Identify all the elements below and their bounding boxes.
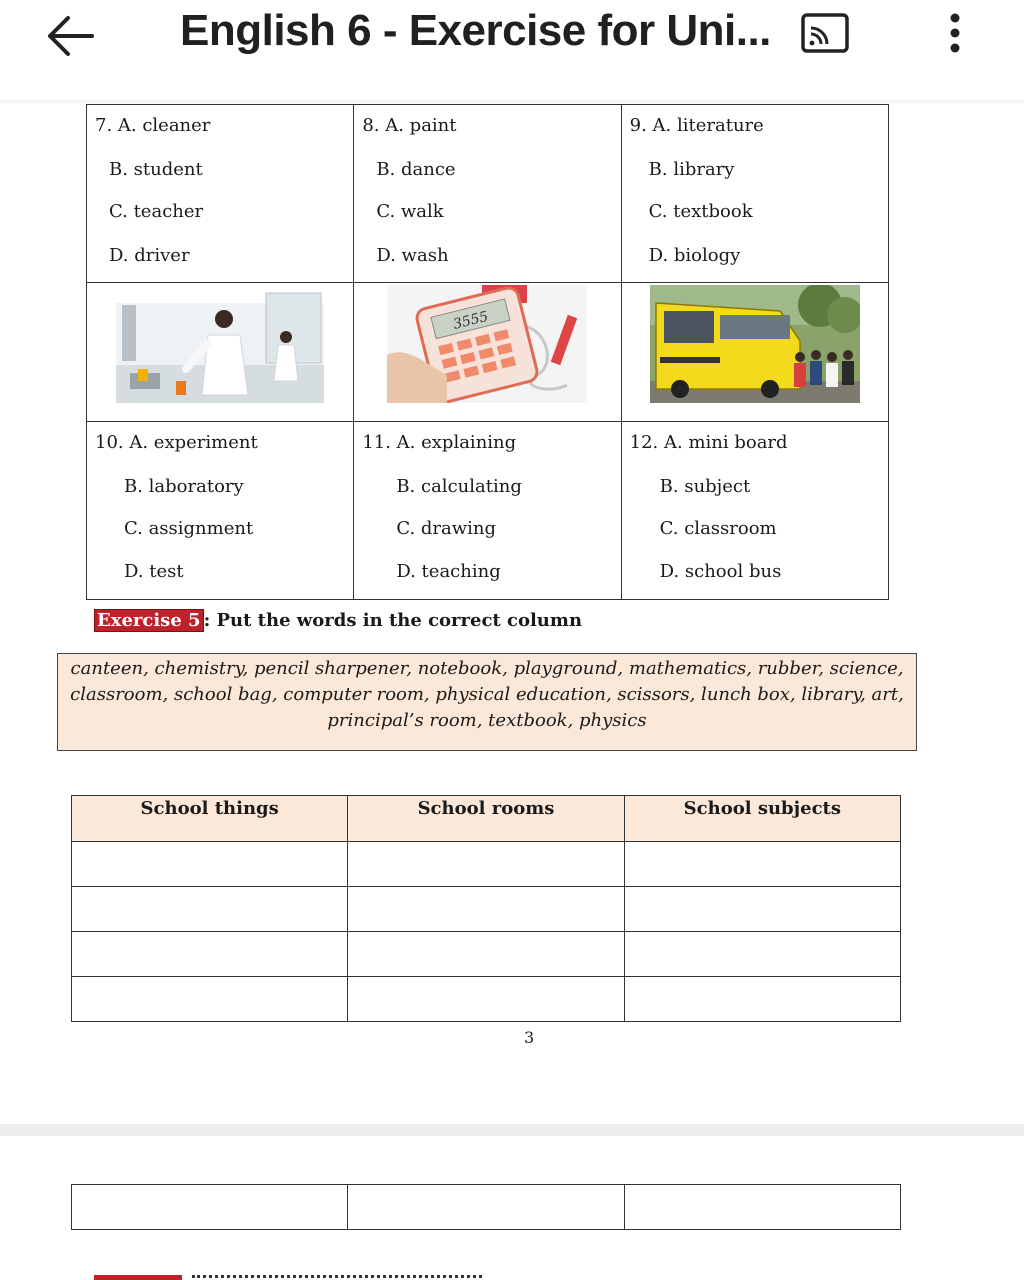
table-cell <box>624 977 900 1022</box>
word-bank <box>57 653 917 751</box>
option-d: D. test <box>124 561 184 582</box>
table-cell <box>624 842 900 887</box>
option-b: B. student <box>109 159 203 180</box>
column-header: School things <box>72 796 348 842</box>
laboratory-image <box>116 285 324 403</box>
question-8 <box>354 105 621 283</box>
image-laboratory <box>87 283 354 422</box>
exercise-5-heading <box>94 610 582 631</box>
option-d: D. teaching <box>396 561 501 582</box>
option-b: B. subject <box>659 476 751 497</box>
table-row <box>72 842 901 887</box>
question-7 <box>87 105 354 283</box>
calculator-display: 3555 <box>452 308 491 333</box>
option-a: 12. A. mini board <box>629 432 788 453</box>
option-a: 11. A. explaining <box>362 432 517 453</box>
option-b: B. laboratory <box>124 476 244 497</box>
table-row <box>72 932 901 977</box>
option-a: 10. A. experiment <box>95 432 258 453</box>
table-cell <box>72 842 348 887</box>
cast-icon[interactable] <box>800 12 850 54</box>
next-heading-clipped <box>94 1270 514 1280</box>
question-11 <box>354 422 621 600</box>
page-number: 3 <box>524 1028 535 1047</box>
option-d: D. school bus <box>659 561 782 582</box>
calculator-image <box>387 285 587 403</box>
document-page <box>0 104 1024 1124</box>
next-page <box>0 1136 1024 1280</box>
table-cell <box>624 1185 900 1230</box>
table-cell <box>72 1185 348 1230</box>
option-b: B. dance <box>376 159 456 180</box>
table-cell <box>624 887 900 932</box>
option-b: B. library <box>648 159 735 180</box>
table-cell <box>348 932 624 977</box>
option-d: D. biology <box>648 245 741 266</box>
question-9 <box>621 105 888 283</box>
sorting-table <box>71 795 901 1022</box>
table-cell <box>348 887 624 932</box>
table-row <box>72 977 901 1022</box>
option-c: C. classroom <box>659 518 777 539</box>
option-c: C. drawing <box>396 518 497 539</box>
option-a: 8. A. paint <box>362 115 457 136</box>
question-10 <box>87 422 354 600</box>
table-row <box>72 1185 901 1230</box>
table-cell <box>72 932 348 977</box>
column-header: School rooms <box>348 796 624 842</box>
image-calculator <box>354 283 621 422</box>
option-a: 9. A. literature <box>629 115 764 136</box>
column-header: School subjects <box>624 796 900 842</box>
table-cell <box>348 977 624 1022</box>
question-grid <box>86 104 889 600</box>
table-cell <box>348 842 624 887</box>
exercise-badge: Exercise 5 <box>94 609 204 632</box>
table-cell <box>72 977 348 1022</box>
arrow-left-icon[interactable] <box>40 12 100 60</box>
next-exercise-badge <box>94 1275 182 1280</box>
option-b: B. calculating <box>396 476 522 497</box>
table-cell <box>72 887 348 932</box>
next-exercise-text <box>192 1275 482 1280</box>
table-row <box>72 887 901 932</box>
option-a: 7. A. cleaner <box>95 115 211 136</box>
table-cell <box>348 1185 624 1230</box>
option-d: D. wash <box>376 245 449 266</box>
document-title: English 6 - Exercise for Uni... <box>180 6 771 55</box>
image-school-bus <box>621 283 888 422</box>
option-c: C. assignment <box>124 518 254 539</box>
word-list: canteen, chemistry, pencil sharpener, notebook, playground, mathematics, rubber, science, classroom, school bag, computer room, physical education, scissors, lunch box, library, art, principal’s room, textbook, physics <box>70 658 904 731</box>
option-c: C. walk <box>376 201 444 222</box>
school-bus-image <box>650 285 860 403</box>
option-c: C. textbook <box>648 201 753 222</box>
table-cell <box>624 932 900 977</box>
option-d: D. driver <box>109 245 190 266</box>
question-12 <box>621 422 888 600</box>
exercise-instruction: : Put the words in the correct column <box>203 610 583 631</box>
page-separator <box>0 1124 1024 1136</box>
app-bar <box>0 0 1024 100</box>
more-vert-icon[interactable] <box>940 10 970 56</box>
next-page-table <box>71 1184 901 1230</box>
option-c: C. teacher <box>109 201 204 222</box>
